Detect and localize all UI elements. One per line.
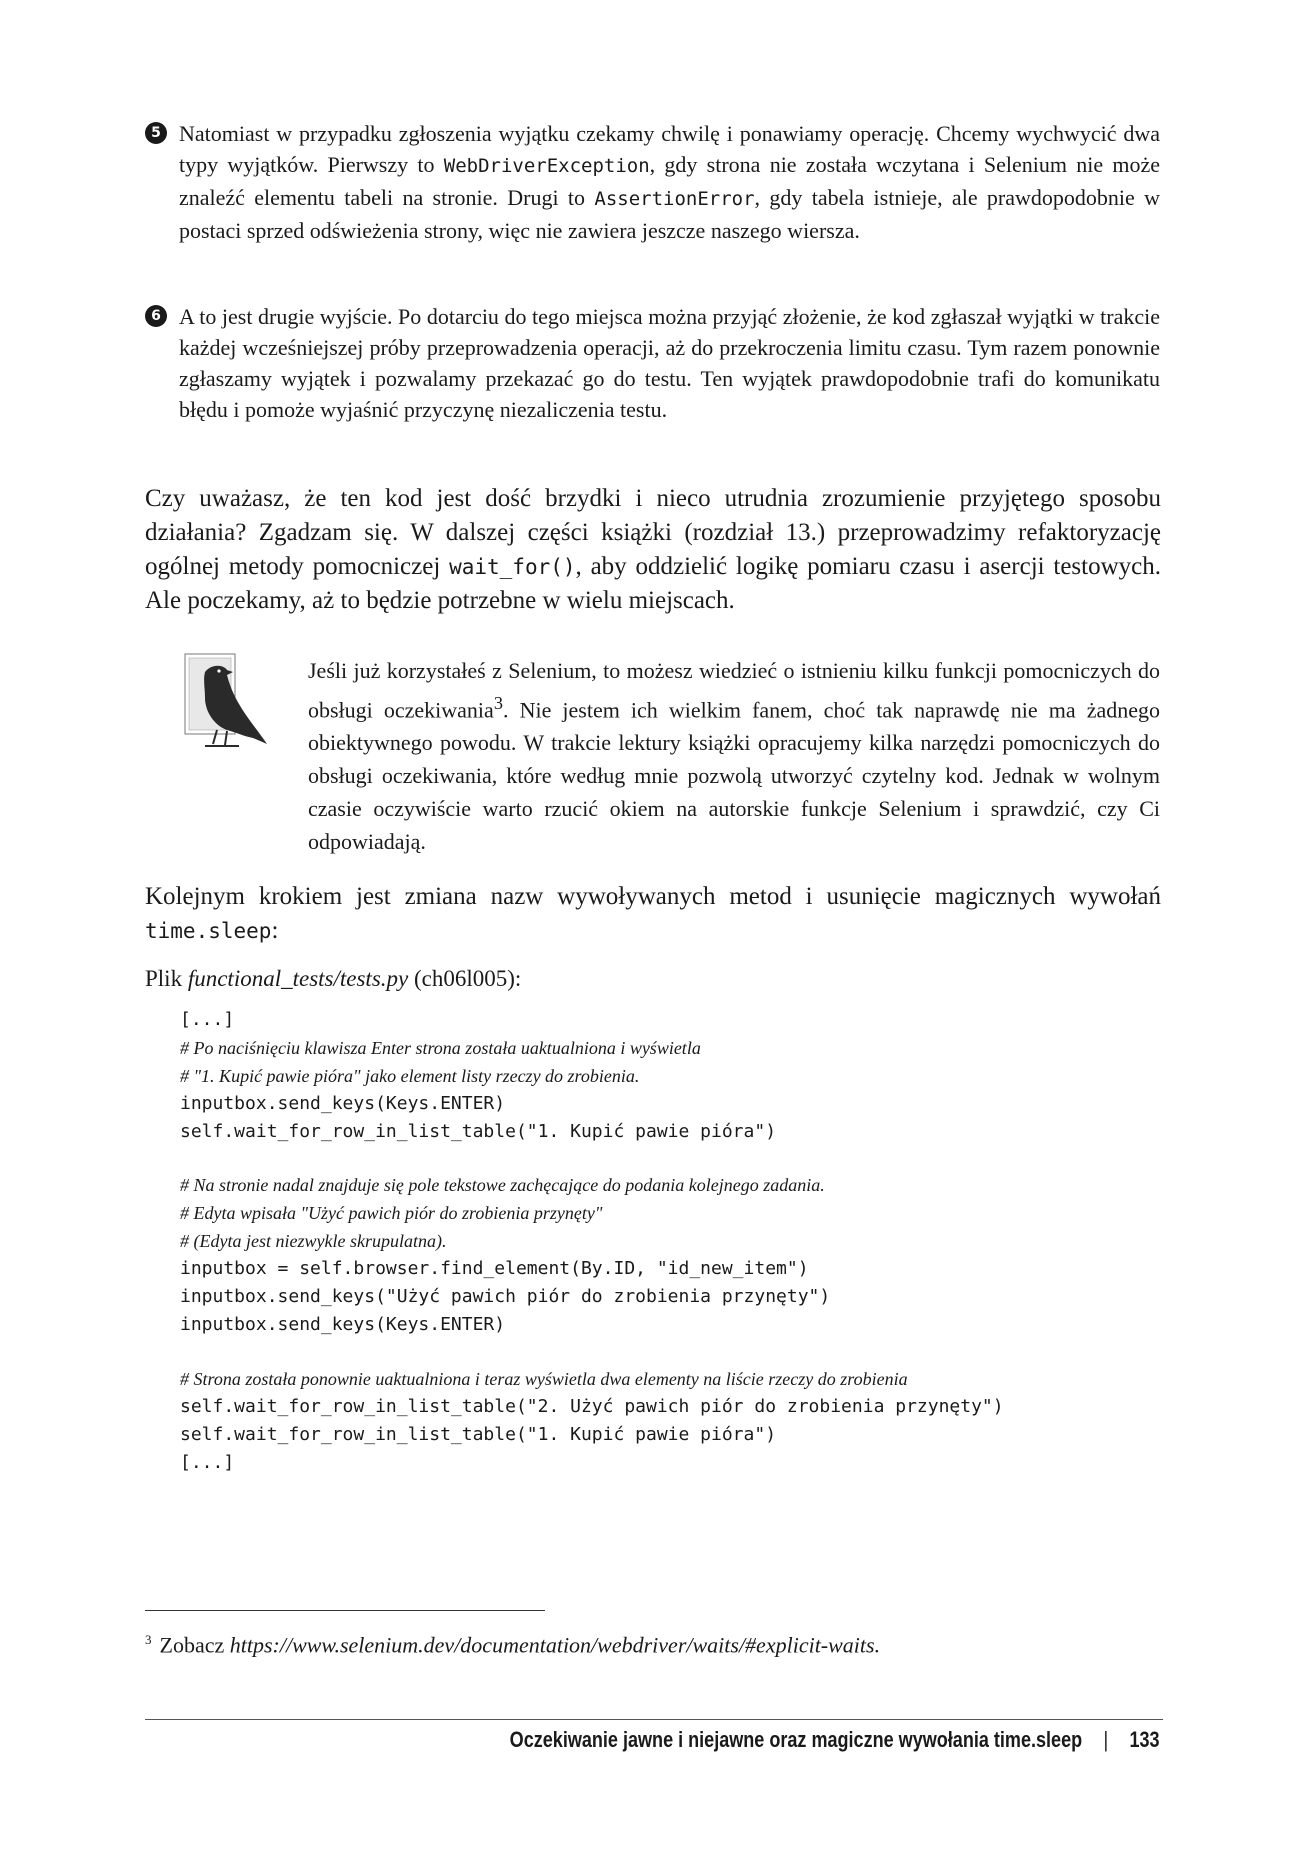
code-comment: # Edyta wpisała "Użyć pawich piór do zrobienia przynęty" (180, 1203, 603, 1223)
code-line: inputbox.send_keys("Użyć pawich piór do zrobienia przynęty") (180, 1286, 831, 1307)
code-line: inputbox = self.browser.find_element(By.ID, "id_new_item") (180, 1258, 809, 1279)
file-path: functional_tests/tests.py (187, 966, 409, 991)
code-comment: # Po naciśnięciu klawisza Enter strona została uaktualniona i wyświetla (180, 1038, 701, 1058)
code-line: [...] (180, 1452, 235, 1473)
footnote-number: 3 (145, 1632, 152, 1647)
code-block-1 (180, 1006, 776, 1146)
note-text: Jeśli już korzystałeś z Selenium, to możesz wiedzieć o istnieniu kilku funkcji pomocniczych do obsługi oczekiwania$^3$. Nie jestem ich wielkim fanem, choć tak naprawdę nie ma żadnego obiektywnego powodu. W trakcie lektury książki opracujemy kilka narzędzi pomocniczych do obsługi oczekiwania, które według mnie pozwolą utworzyć czytelny kod. Jednak w wolnym czasie oczywiście warto rzucić okiem na autorskie funkcje Selenium i sprawdzić, czy Ci odpowiadają. (308, 658, 1160, 855)
callout-number-5: 5 (145, 122, 167, 144)
file-label: Plik functional_tests/tests.py (ch06l005): (145, 966, 522, 991)
code-line: self.wait_for_row_in_list_table("1. Kupić pawie pióra") (180, 1424, 777, 1445)
callout-5-text: Natomiast w przypadku zgłoszenia wyjątku czekamy chwilę i ponawiamy operację. Chcemy wychwycić dwa typy wyjątków. Pierwszy to WebDriverException, gdy strona nie została wczytana i Selenium nie może znaleźć elementu tabeli na stronie. Drugi to AssertionError, gdy tabela istnieje, ale prawdopodobnie w postaci sprzed odświeżenia strony, więc nie zawiera jeszcze naszego wiersza. (179, 121, 1160, 243)
page-number: 133 (1129, 1727, 1160, 1752)
callout-6 (145, 301, 1160, 425)
crow-icon (183, 652, 273, 757)
footer-separator: | (1103, 1727, 1109, 1752)
footnote: $^3$ Zobacz https://www.selenium.dev/documentation/webdriver/waits/#explicit-waits. (145, 1632, 881, 1658)
callout-5 (145, 118, 1160, 246)
inline-code: WebDriverException (443, 155, 650, 177)
callout-number-6: 6 (145, 305, 167, 327)
code-line: inputbox.send_keys(Keys.ENTER) (180, 1314, 506, 1335)
inline-code: wait_for() (449, 555, 576, 579)
footnote-url: https://www.selenium.dev/documentation/webdriver/waits/#explicit-waits. (229, 1632, 881, 1658)
code-comment: # "1. Kupić pawie pióra" jako element listy rzeczy do zrobienia. (180, 1066, 640, 1086)
footer-title: Oczekiwanie jawne i niejawne oraz magiczne wywołania time.sleep (510, 1727, 1083, 1752)
callout-6-text: A to jest drugie wyjście. Po dotarciu do tego miejsca można przyjąć złożenie, że kod zgłaszał wyjątki w trakcie każdej wcześniejszej próby przeprowadzenia operacji, aż do przekroczenia limitu czasu. Tym razem ponownie zgłaszamy wyjątek i pozwalamy przekazać go do testu. Ten wyjątek prawdopodobnie trafi do komunikatu błędu i pomoże wyjaśnić przyczynę niezaliczenia testu. (179, 304, 1160, 422)
inline-code: time.sleep (145, 919, 272, 943)
code-line: self.wait_for_row_in_list_table("2. Użyć pawich piór do zrobienia przynęty") (180, 1396, 1004, 1417)
code-block-2 (180, 1171, 830, 1339)
code-line: inputbox.send_keys(Keys.ENTER) (180, 1093, 506, 1114)
inline-code: AssertionError (594, 188, 755, 210)
body-paragraph-1: Czy uważasz, że ten kod jest dość brzydki i nieco utrudnia zrozumienie przyjętego sposobu działania? Zgadzam się. W dalszej części książki (rozdział 13.) przeprowadzimy refaktoryzację ogólnej metody pomocniczej wait_for(), aby oddzielić logikę pomiaru czasu i asercji testowych. Ale poczekamy, aż to będzie potrzebne w wielu miejscach. (145, 485, 1161, 614)
code-comment: # Na stronie nadal znajduje się pole tekstowe zachęcające do podania kolejnego zadania. (180, 1175, 825, 1195)
running-footer (510, 1727, 1160, 1753)
code-line: [...] (180, 1009, 235, 1030)
footer-divider (145, 1719, 1163, 1720)
code-comment: # Strona została ponownie uaktualniona i teraz wyświetla dwa elementy na liście rzeczy do zrobienia (180, 1369, 908, 1389)
footnote-reference: 3 (493, 693, 503, 713)
footnote-divider (145, 1610, 545, 1611)
body-paragraph-2: Kolejnym krokiem jest zmiana nazw wywoływanych metod i usunięcie magicznych wywołań time.sleep: (145, 883, 1161, 944)
code-line: self.wait_for_row_in_list_table("1. Kupić pawie pióra") (180, 1121, 777, 1142)
code-comment: # (Edyta jest niezwykle skrupulatna). (180, 1231, 447, 1251)
code-block-3 (180, 1365, 1004, 1477)
